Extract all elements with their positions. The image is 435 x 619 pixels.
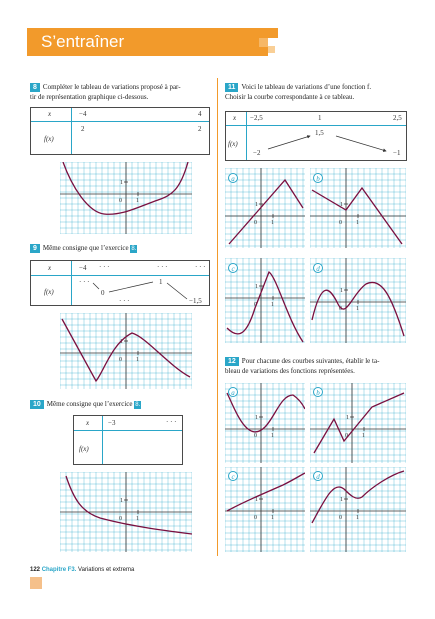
variation-table-9: x −4 · · · · · · · · · f(x) · · · 0 1 · · · −1,5 [30,260,210,306]
x-unit-label: 1 [362,433,365,439]
origin-label: 0 [119,357,122,363]
badge-d: d [313,471,323,481]
exercise-8-statement: 8 Compléter le tableau de variations proposé à par- tir de représentation graphique ci-dessous. [30,83,181,101]
origin-label: 0 [345,433,348,439]
origin-label: 0 [339,306,342,312]
function-curve [314,393,404,453]
y-unit-label: 1 [255,497,258,503]
x-unit-label: 1 [271,302,274,308]
footer-marker [30,577,42,589]
function-curve [66,476,192,534]
x-unit-label: 1 [271,433,274,439]
variation-arrows-9 [31,261,211,307]
exercise-10-statement: 10 Même consigne que l’exercice 8. [30,399,212,409]
badge-c: c [228,471,238,481]
y-unit-label: 1 [340,202,343,208]
page-footer: 122 Chapitre F3. Variations et extrema [30,567,135,573]
x-unit-label: 1 [136,357,139,363]
column-divider [217,78,218,556]
variation-arrows-11 [226,112,408,162]
y-unit-label: 1 [340,497,343,503]
y-unit-label: 1 [255,284,258,290]
function-curve [227,272,303,342]
origin-label: 0 [254,220,257,226]
function-curve [229,180,303,244]
origin-label: 0 [119,516,122,522]
variation-table-10: x −3 · · · f(x) [73,415,183,465]
y-unit-label: 1 [120,498,123,504]
y-unit-label: 1 [346,415,349,421]
x-unit-label: 1 [136,198,139,204]
graph-11-b [310,168,406,248]
origin-label: 0 [254,302,257,308]
badge-a: a [228,387,238,397]
badge-b: b [313,387,323,397]
y-unit-label: 1 [255,415,258,421]
y-unit-label: 1 [120,339,123,345]
page-title: S’entraîner [27,28,268,56]
badge-a: a [228,173,238,183]
x-unit-label: 1 [271,220,274,226]
graph-12-d [310,467,406,552]
function-curve [227,393,305,432]
x-unit-label: 1 [356,306,359,312]
origin-label: 0 [254,433,257,439]
graph-exercise-9 [60,313,192,389]
exercise-9-statement: 9 Même consigne que l’exercice 8. [30,243,212,253]
exercise-number: 8 [30,83,40,92]
origin-label: 0 [339,220,342,226]
origin-label: 0 [254,515,257,521]
exercise-11-statement: 11 Voici le tableau de variations d’une fonction f. Choisir la courbe correspondante à ce tableau. [225,83,372,101]
decor-square [268,46,275,53]
badge-c: c [228,263,238,273]
graph-12-c [225,467,305,552]
x-unit-label: 1 [356,515,359,521]
y-unit-label: 1 [120,180,123,186]
x-unit-label: 1 [356,220,359,226]
x-unit-label: 1 [136,516,139,522]
function-curve [227,473,305,511]
y-unit-label: 1 [340,288,343,294]
graph-exercise-8 [60,162,192,234]
variation-table-8: x −4 4 f(x) 2 2 [30,107,210,155]
graph-12-b [310,383,406,463]
badge-b: b [313,173,323,183]
graph-11-d [310,258,406,343]
exercise-12-statement: 12 Pour chacune des courbes suivantes, établir le ta- bleau de variations des fonctions représentées. [225,357,380,375]
function-curve [63,162,188,214]
x-unit-label: 1 [271,515,274,521]
graph-exercise-10 [60,472,192,552]
y-unit-label: 1 [255,202,258,208]
badge-d: d [313,263,323,273]
origin-label: 0 [339,515,342,521]
decor-square [259,38,268,47]
origin-label: 0 [119,198,122,204]
variation-table-11: x −2,5 1 2,5 f(x) −2 1,5 −1 [225,111,407,161]
decor-square [268,28,278,38]
